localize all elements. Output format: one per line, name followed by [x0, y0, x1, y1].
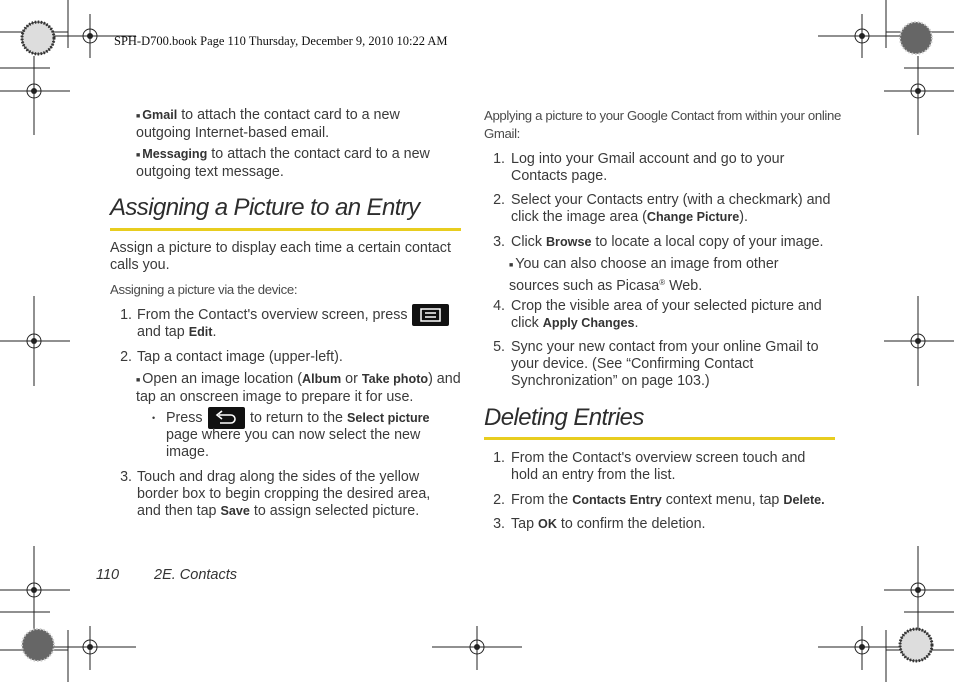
step-number: 5.	[493, 339, 505, 355]
step-number: 4.	[493, 298, 505, 314]
list-item: ■ Open an image location (Album or Take photo) and tap an onscreen image to prepare it for use.	[136, 371, 461, 405]
step-number: 1.	[493, 151, 505, 167]
subheading: Assigning a picture via the device:	[110, 282, 298, 297]
step-number: 2.	[493, 192, 505, 208]
heading-rule	[484, 437, 835, 440]
list-item: ■ Gmail to attach the contact card to a new outgoing Internet-based email.	[136, 107, 400, 141]
step-text: Log into your Gmail account and go to your Contacts page.	[511, 151, 785, 184]
bullet-dot: •	[152, 413, 156, 423]
heading-rule	[110, 228, 461, 231]
step-number: 3.	[493, 234, 505, 250]
step-text: From the Contact's overview screen, press	[137, 307, 408, 323]
back-key-icon	[208, 407, 245, 429]
step-number: 3.	[120, 469, 132, 485]
step-text: Select your Contacts entry (with a checkmark) and click the image area (Change Picture).	[511, 192, 831, 225]
step-text: Tap OK to confirm the deletion.	[511, 516, 706, 532]
step-text: page where you can now select the new image.	[166, 427, 421, 460]
list-item: ■ Messaging to attach the contact card to a new outgoing text message.	[136, 146, 430, 180]
step-text: to return to the Select picture	[250, 410, 430, 426]
step-number: 1.	[120, 307, 132, 323]
step-text: Touch and drag along the sides of the yellow border box to begin cropping the desired area, and then tap Save to assign selected picture.	[137, 469, 431, 519]
intro-paragraph: Assign a picture to display each time a certain contact calls you.	[110, 240, 451, 273]
step-text: Click Browse to locate a local copy of your image.	[511, 234, 824, 250]
step-number: 1.	[493, 450, 505, 466]
section-label: 2E. Contacts	[154, 567, 238, 583]
step-number: 2.	[120, 349, 132, 365]
section-heading: Deleting Entries	[484, 404, 644, 431]
step-text: Sync your new contact from your online Gmail to your device. (See “Confirming Contact Synchronization” on page 103.)	[511, 339, 819, 389]
step-text: From the Contacts Entry context menu, tap Delete.	[511, 492, 825, 508]
menu-key-icon	[412, 304, 449, 326]
page-header: SPH-D700.book Page 110 Thursday, December 9, 2010 10:22 AM	[114, 34, 448, 48]
step-number: 2.	[493, 492, 505, 508]
step-number: 3.	[493, 516, 505, 532]
step-text: From the Contact's overview screen touch and hold an entry from the list.	[511, 450, 806, 483]
step-text: and tap Edit.	[137, 324, 217, 340]
step-text: Press	[166, 410, 203, 426]
subheading: Applying a picture to your Google Contact from within your online Gmail:	[484, 108, 841, 141]
step-text: Tap a contact image (upper-left).	[137, 349, 343, 365]
section-heading: Assigning a Picture to an Entry	[110, 194, 420, 221]
step-text: Crop the visible area of your selected picture and click Apply Changes.	[511, 298, 822, 331]
page-number: 110	[96, 567, 120, 583]
list-item: ■ You can also choose an image from other sources such as Picasa® Web.	[509, 256, 779, 294]
